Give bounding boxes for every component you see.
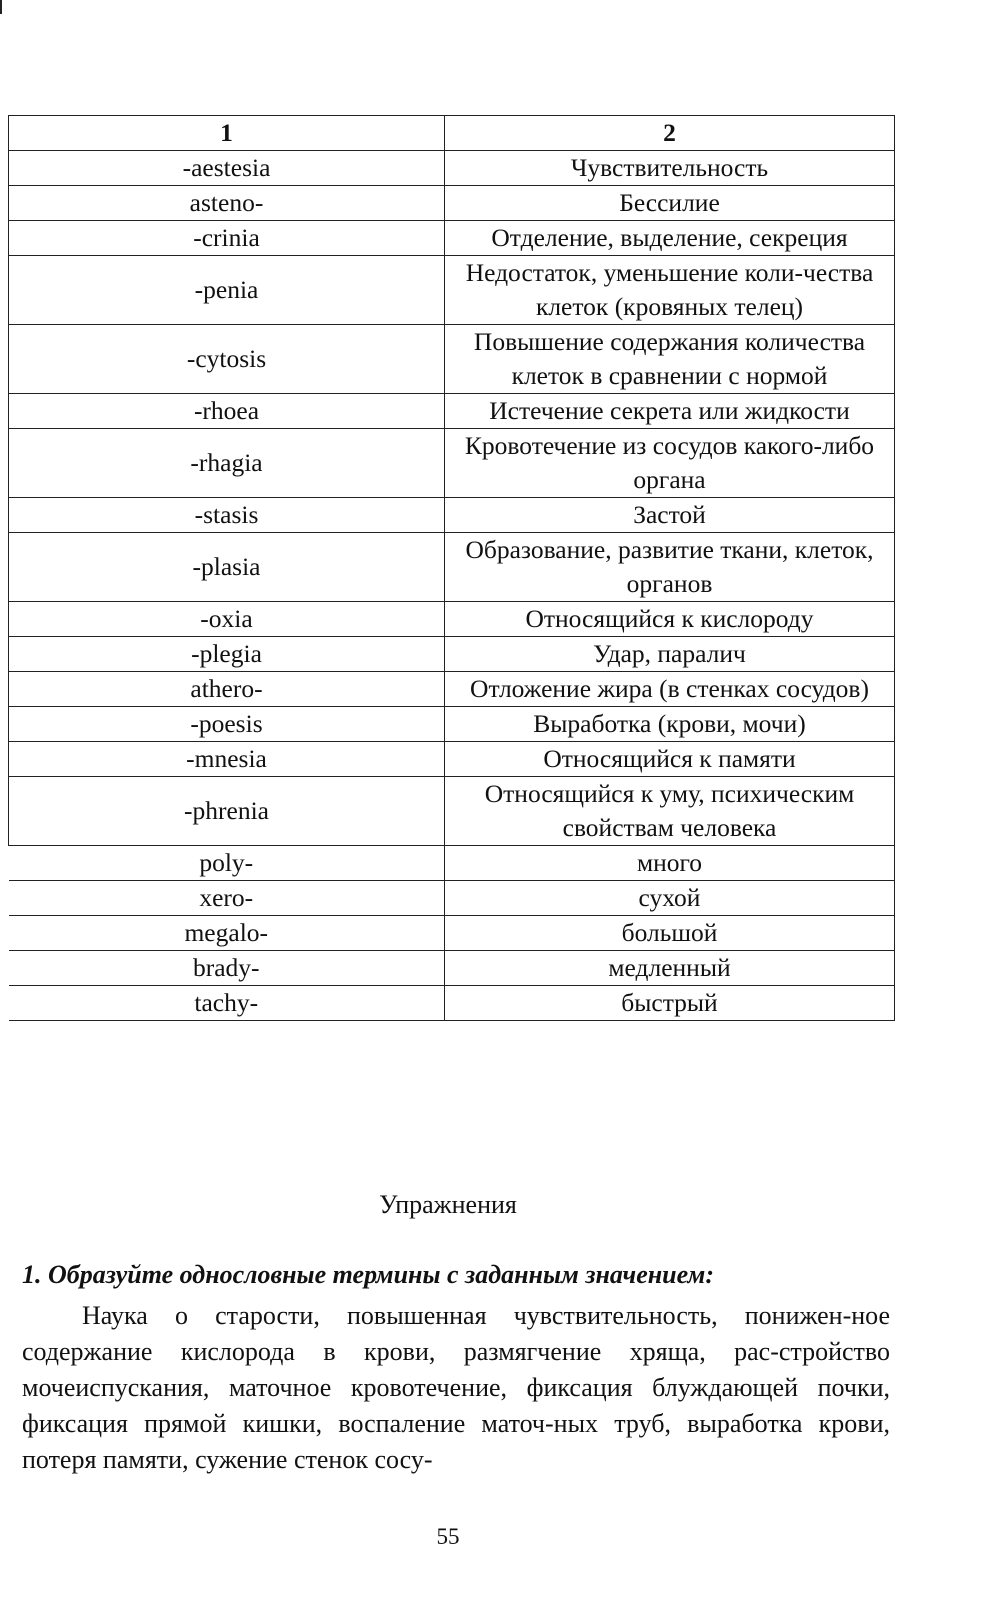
table-row [9,533,895,602]
column-header-2: 2 [445,116,895,151]
exercise-text: Наука о старости, повышенная чувствительность, понижен-ное содержание кислорода в крови, размягчение хряща, рас-стройство мочеиспускания, маточное кровотечение, фиксация блуждающей почки, фиксация прямой кишки, воспаление маточ-ных труб, выработка крови, потеря памяти, сужение стенок сосу- [22,1301,890,1474]
page-number: 55 [436,1524,460,1549]
term-cell: tachy- [9,986,445,1021]
table-row [9,602,895,637]
term-cell: -plegia [9,637,445,672]
meaning-cell: Бессилие [445,186,895,221]
table-row [9,221,895,256]
meaning-cell: Недостаток, уменьшение коли-чества клеток (кровяных телец) [445,256,895,325]
table-row [9,707,895,742]
table-row [9,986,895,1021]
term-cell: brady- [9,951,445,986]
meaning-cell: Относящийся к памяти [445,742,895,777]
term-cell: -stasis [9,498,445,533]
exercise-block [22,1257,890,1478]
table-row [9,846,895,881]
meaning-cell: Удар, паралич [445,637,895,672]
meaning-cell: медленный [445,951,895,986]
meaning-cell: Истечение секрета или жидкости [445,394,895,429]
meaning-cell: большой [445,916,895,951]
meaning-cell: Образование, развитие ткани, клеток, органов [445,533,895,602]
table-row [9,186,895,221]
term-cell: -poesis [9,707,445,742]
term-cell: -mnesia [9,742,445,777]
term-cell: -plasia [9,533,445,602]
table-row [9,151,895,186]
table-row [9,672,895,707]
terms-table [8,115,895,1021]
table-row [9,256,895,325]
meaning-cell: Отложение жира (в стенках сосудов) [445,672,895,707]
term-cell: athero- [9,672,445,707]
meaning-cell: Повышение содержания количества клеток в сравнении с нормой [445,325,895,394]
meaning-cell: Относящийся к уму, психическим свойствам человека [445,777,895,846]
column-header-1: 1 [9,116,445,151]
meaning-cell: Отделение, выделение, секреция [445,221,895,256]
term-cell: -cytosis [9,325,445,394]
term-cell: -rhagia [9,429,445,498]
meaning-cell: Застой [445,498,895,533]
meaning-cell: много [445,846,895,881]
meaning-cell: Относящийся к кислороду [445,602,895,637]
table-row [9,394,895,429]
meaning-cell: Выработка (крови, мочи) [445,707,895,742]
scan-edge-mark [0,0,2,14]
term-cell: -crinia [9,221,445,256]
table-row [9,881,895,916]
meaning-cell: быстрый [445,986,895,1021]
term-cell: -oxia [9,602,445,637]
table-row [9,325,895,394]
table-row [9,916,895,951]
table-row [9,498,895,533]
table-row [9,429,895,498]
term-cell: -rhoea [9,394,445,429]
term-cell: megalo- [9,916,445,951]
term-cell: poly- [9,846,445,881]
table-row [9,637,895,672]
meaning-cell: Чувствительность [445,151,895,186]
meaning-cell: сухой [445,881,895,916]
meaning-cell: Кровотечение из сосудов какого-либо органа [445,429,895,498]
table-header-row [9,116,895,151]
table-row [9,742,895,777]
term-cell: asteno- [9,186,445,221]
term-cell: -penia [9,256,445,325]
table-row [9,777,895,846]
term-cell: -phrenia [9,777,445,846]
exercise-heading: 1. Образуйте однословные термины с заданным значением: [22,1260,714,1289]
term-cell: -aestesia [9,151,445,186]
table-row [9,951,895,986]
term-cell: xero- [9,881,445,916]
section-title: Упражнения [379,1190,517,1219]
